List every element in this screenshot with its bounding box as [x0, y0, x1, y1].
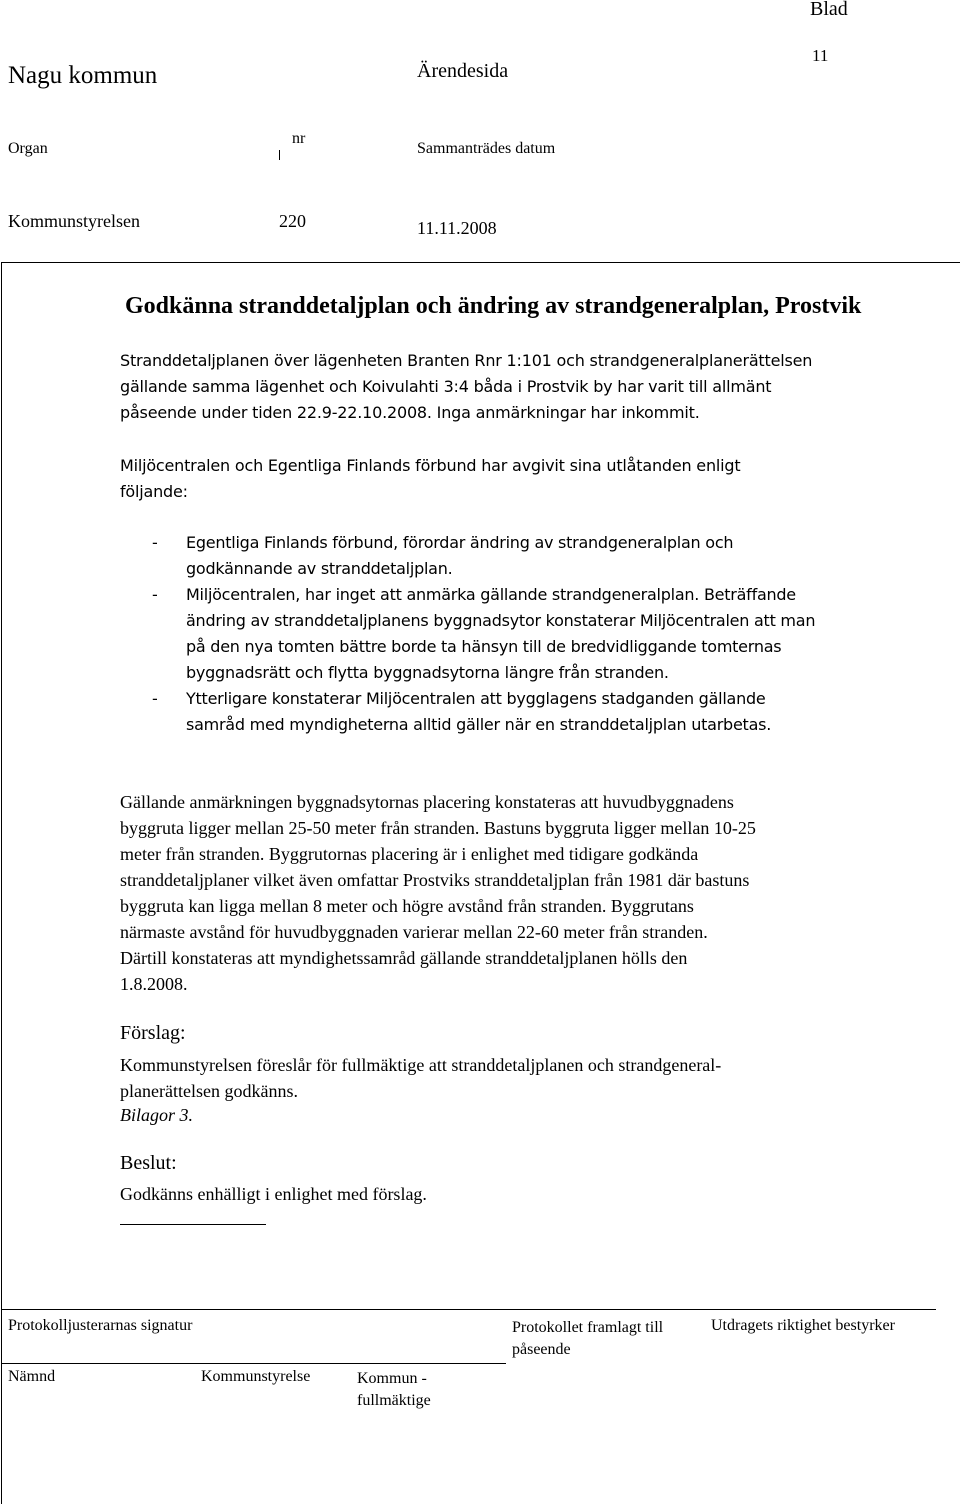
remarks-line: stranddetaljplaner vilket även omfattar Prostviks stranddetaljplan från 1981 där bastuns: [120, 870, 750, 890]
frame-top-border: [1, 262, 960, 263]
footer-top-rule: [1, 1309, 936, 1310]
list-item: [152, 686, 922, 738]
document-title: Godkänna stranddetaljplan och ändring av strandgeneralplan, Prostvik: [125, 293, 862, 319]
end-of-text-rule: [120, 1224, 266, 1225]
list-item-line: Ytterligare konstaterar Miljöcentralen att bygglagens stadganden gällande: [186, 689, 766, 708]
proposal-line: planerättelsen godkänns.: [120, 1081, 298, 1101]
nr-bracket-mark: [279, 150, 280, 160]
footer-row-rule: [1, 1363, 506, 1364]
municipal-board-label: Kommunstyrelse: [201, 1368, 311, 1385]
list-item: [152, 582, 922, 686]
list-item-line: samråd med myndigheterna alltid gäller när en stranddetaljplan utarbetas.: [186, 715, 772, 734]
remarks-line: 1.8.2008.: [120, 974, 188, 994]
intro-line: gällande samma lägenhet och Koivulahti 3:4 båda i Prostvik by har varit till allmänt: [120, 377, 772, 396]
statements-intro-line: följande:: [120, 482, 188, 501]
extract-certified-label: Utdragets riktighet bestyrker: [711, 1317, 895, 1334]
frame-left-border: [1, 262, 2, 1504]
statements-intro-paragraph: [120, 453, 920, 505]
list-item-line: ändring av stranddetaljplanens byggnadsytor konstaterar Miljöcentralen att man: [186, 611, 816, 630]
decision-heading: Beslut:: [120, 1152, 177, 1174]
nr-value: 220: [279, 211, 306, 231]
municipal-council-label: Kommun - fullmäktige: [357, 1370, 431, 1409]
sheet-label: Blad: [810, 0, 848, 20]
list-item-line: på den nya tomten bättre borde ta hänsyn till de bredvidliggande tomternas: [186, 637, 782, 656]
page-type-label: Ärendesida: [417, 60, 509, 82]
organ-label: Organ: [8, 140, 48, 157]
proposal-line: Kommunstyrelsen föreslår för fullmäktige att stranddetaljplanen och strandgeneral-: [120, 1055, 722, 1075]
dash-marker: -: [152, 689, 158, 708]
remarks-line: byggruta ligger mellan 25-50 meter från stranden. Bastuns byggruta ligger mellan 10-25: [120, 818, 756, 838]
attachments-note: Bilagor 3.: [120, 1105, 194, 1125]
list-item-line: godkännande av stranddetaljplan.: [186, 559, 453, 578]
intro-line: påseende under tiden 22.9-22.10.2008. Inga anmärkningar har inkommit.: [120, 403, 700, 422]
meeting-date-value: 11.11.2008: [417, 218, 497, 238]
sheet-number: 11: [812, 46, 829, 65]
list-item-line: byggnadsrätt och flytta byggnadsytorna längre från stranden.: [186, 663, 669, 682]
intro-paragraph: [120, 348, 920, 426]
remarks-line: byggruta kan ligga mellan 8 meter och högre avstånd från stranden. Byggrutans: [120, 896, 694, 916]
dash-marker: -: [152, 585, 158, 604]
remarks-line: meter från stranden. Byggrutornas placering är i enlighet med tidigare godkända: [120, 844, 699, 864]
organ-value: Kommunstyrelsen: [8, 211, 140, 231]
decision-line: Godkänns enhälligt i enlighet med förslag.: [120, 1184, 427, 1204]
remarks-line: närmaste avstånd för huvudbyggnaden varierar mellan 22-60 meter från stranden.: [120, 922, 708, 942]
remarks-line: Därtill konstateras att myndighetssamråd gällande stranddetaljplanen hölls den: [120, 948, 688, 968]
decision-paragraph: [120, 1181, 910, 1207]
remarks-paragraph: [120, 789, 910, 997]
committee-label: Nämnd: [8, 1368, 56, 1385]
statements-intro-line: Miljöcentralen och Egentliga Finlands förbund har avgivit sina utlåtanden enligt: [120, 456, 741, 475]
list-item: [152, 530, 922, 582]
list-item-line: Egentliga Finlands förbund, förordar ändring av strandgeneralplan och: [186, 533, 734, 552]
dash-marker: -: [152, 533, 158, 552]
signature-label: Protokolljusterarnas signatur: [8, 1317, 193, 1334]
proposal-heading: Förslag:: [120, 1022, 186, 1044]
list-item-line: Miljöcentralen, har inget att anmärka gällande strandgeneralplan. Beträffande: [186, 585, 796, 604]
statements-list: [152, 530, 922, 738]
proposal-paragraph: [120, 1052, 910, 1104]
nr-label: nr: [292, 130, 306, 147]
meeting-date-label: Sammanträdes datum: [417, 140, 556, 157]
remarks-line: Gällande anmärkningen byggnadsytornas placering konstateras att huvudbyggnadens: [120, 792, 734, 812]
presented-for-viewing-label: Protokollet framlagt till påseende: [512, 1319, 664, 1358]
intro-line: Stranddetaljplanen över lägenheten Branten Rnr 1:101 och strandgeneralplanerättelsen: [120, 351, 813, 370]
organization-name: Nagu kommun: [8, 62, 158, 89]
